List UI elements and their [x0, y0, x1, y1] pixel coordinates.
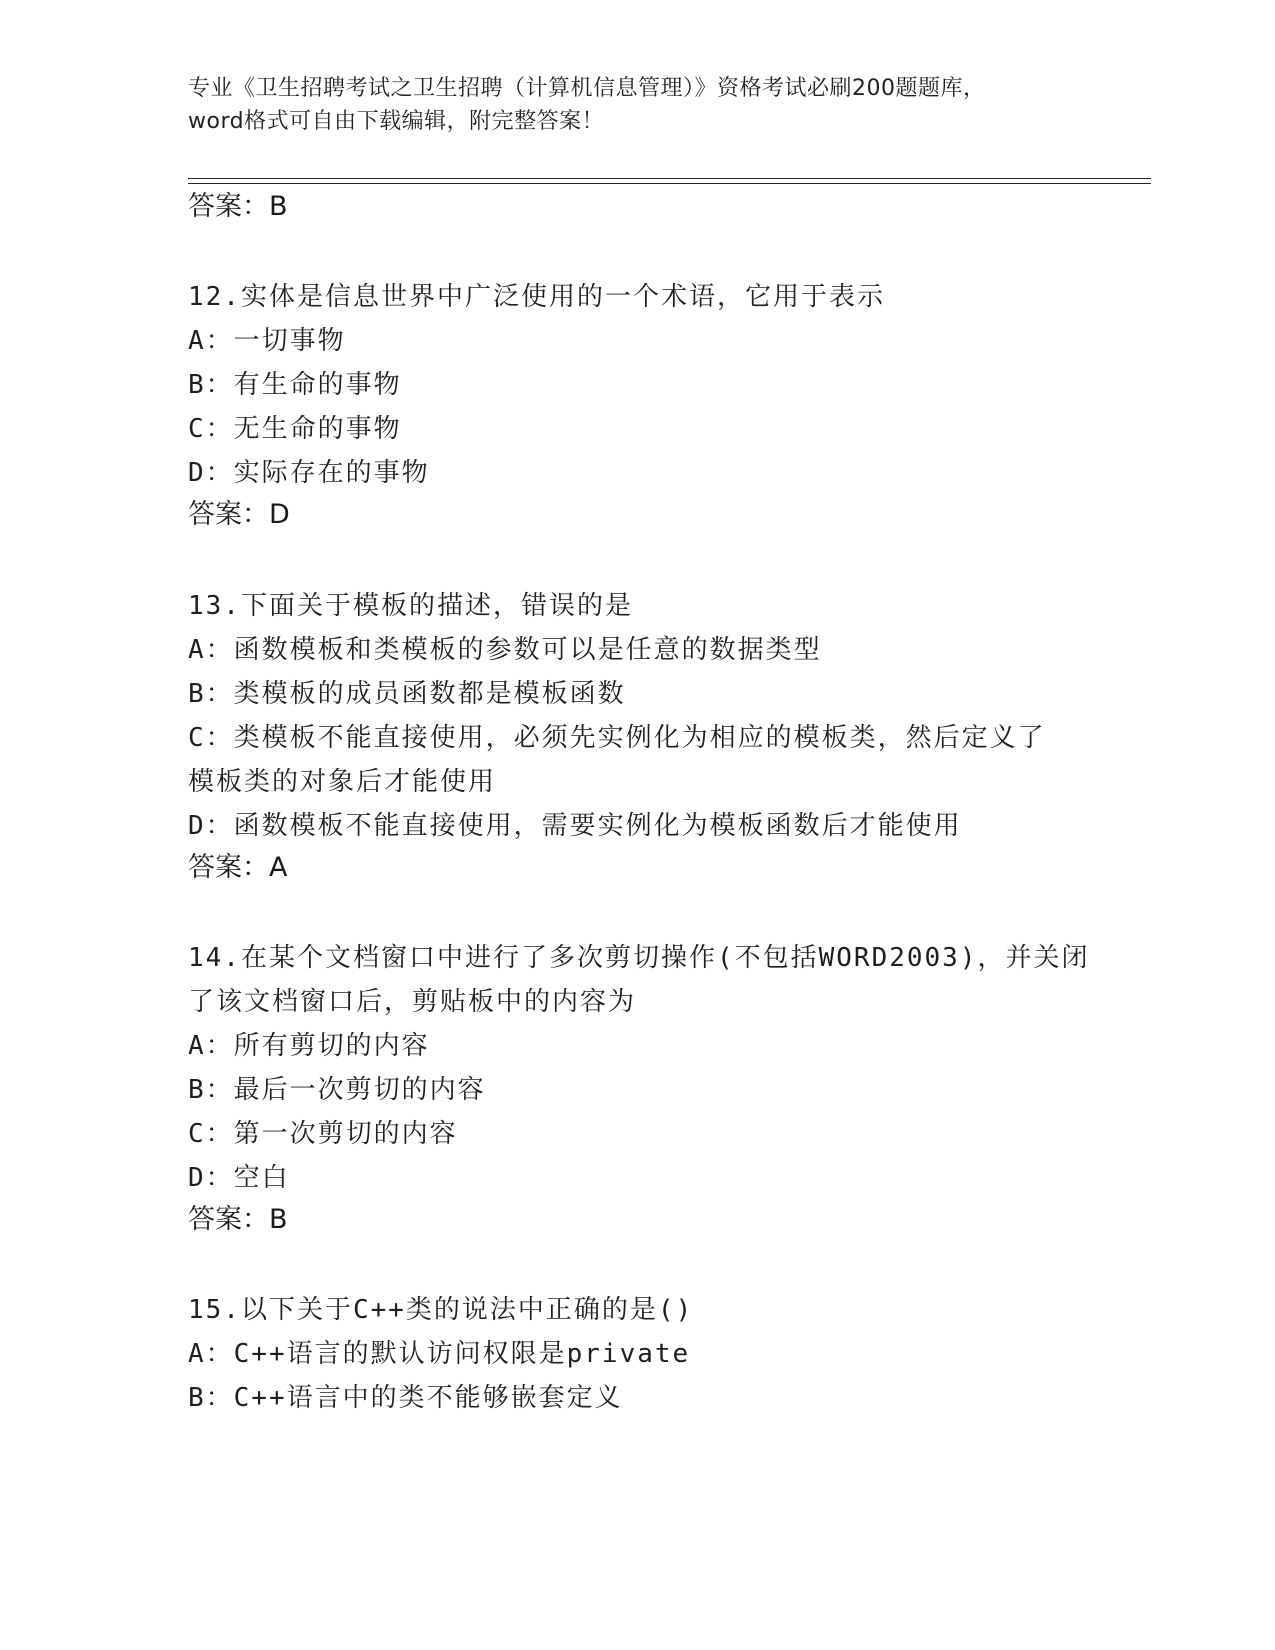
question-12-stem: 12.实体是信息世界中广泛使用的一个术语，它用于表示 [188, 282, 885, 312]
header-divider-bottom [188, 183, 1151, 184]
question-15-option-a: A：C++语言的默认访问权限是private [188, 1339, 691, 1369]
question-13-stem: 13.下面关于模板的描述，错误的是 [188, 591, 633, 621]
header-divider-top [188, 178, 1151, 179]
question-12-option-b: B：有生命的事物 [188, 370, 402, 400]
question-13-option-c-line-1: C：类模板不能直接使用，必须先实例化为相应的模板类，然后定义了 [188, 723, 1046, 753]
question-15-stem: 15.以下关于C++类的说法中正确的是() [188, 1295, 694, 1325]
question-12-option-d: D：实际存在的事物 [188, 458, 430, 488]
question-14-option-a: A：所有剪切的内容 [188, 1031, 430, 1061]
question-14-option-b: B：最后一次剪切的内容 [188, 1075, 486, 1105]
question-13-option-a: A：函数模板和类模板的参数可以是任意的数据类型 [188, 635, 822, 665]
question-14-option-c: C：第一次剪切的内容 [188, 1119, 458, 1149]
question-12-option-a: A：一切事物 [188, 326, 346, 356]
question-13-option-d: D：函数模板不能直接使用，需要实例化为模板函数后才能使用 [188, 811, 962, 841]
document-header [188, 72, 1088, 138]
question-14-stem-line-2: 了该文档窗口后，剪贴板中的内容为 [188, 987, 637, 1017]
question-14-answer: 答案：B [188, 1204, 288, 1235]
question-13-answer: 答案：A [188, 852, 288, 883]
question-14-stem-line-1: 14.在某个文档窗口中进行了多次剪切操作(不包括WORD2003)，并关闭 [188, 943, 1090, 973]
question-13-option-b: B：类模板的成员函数都是模板函数 [188, 679, 626, 709]
question-12-option-c: C：无生命的事物 [188, 414, 402, 444]
previous-answer: 答案：B [188, 191, 288, 222]
question-14-option-d: D：空白 [188, 1163, 290, 1193]
header-line-1: 专业《卫生招聘考试之卫生招聘（计算机信息管理）》资格考试必刷200题题库， [188, 76, 986, 101]
question-15-option-b: B：C++语言中的类不能够嵌套定义 [188, 1383, 623, 1413]
question-12-answer: 答案：D [188, 499, 290, 530]
question-13-option-c-line-2: 模板类的对象后才能使用 [188, 767, 497, 797]
header-line-2: word格式可自由下载编辑，附完整答案！ [188, 109, 605, 134]
